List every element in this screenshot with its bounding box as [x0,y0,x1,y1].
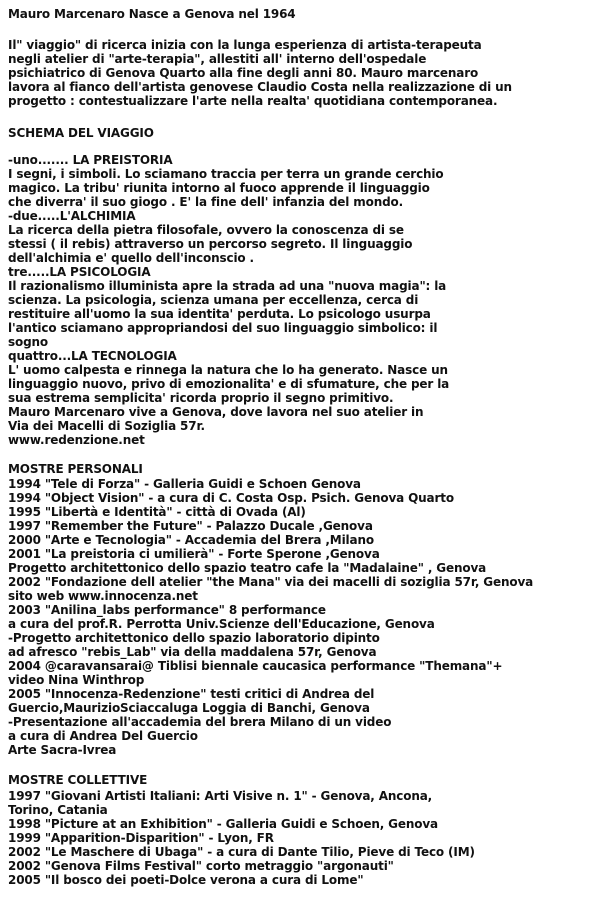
schema-line: Mauro Marcenaro vive a Genova, dove lavora nel suo atelier in [8,405,424,419]
exhibition-line: 2002 "Genova Films Festival" corto metraggio "argonauti" [8,859,394,873]
schema-line: magico. La tribu' riunita intorno al fuoco apprende il linguaggio [8,181,430,195]
schema-line: I segni, i simboli. Lo sciamano traccia per terra un grande cerchio [8,167,444,181]
exhibition-line: 2005 "Innocenza-Redenzione" testi critici di Andrea del [8,687,375,701]
exhibition-line: 2005 "Il bosco dei poeti-Dolce verona a cura di Lome" [8,873,364,887]
exhibition-line: 2000 "Arte e Tecnologia" - Accademia del Brera ,Milano [8,533,374,547]
exhibition-line: 1998 "Picture at an Exhibition" - Galleria Guidi e Schoen, Genova [8,817,438,831]
exhibition-line: 2004 @caravansarai@ Tiblisi biennale caucasica performance "Themana"+ [8,659,503,673]
schema-line: La ricerca della pietra filosofale, ovvero la conoscenza di se [8,223,404,237]
intro-line: negli atelier di "arte-terapia", allestiti all' interno dell'ospedale [8,52,427,66]
intro-line: psichiatrico di Genova Quarto alla fine degli anni 80. Mauro marcenaro [8,66,479,80]
section-heading-schema: SCHEMA DEL VIAGGIO [8,126,154,140]
schema-line: scienza. La psicologia, scienza umana per eccellenza, cerca di [8,293,419,307]
exhibition-line: 1997 "Remember the Future" - Palazzo Ducale ,Genova [8,519,373,533]
schema-line: sogno [8,335,49,349]
intro-line: lavora al fianco dell'artista genovese Claudio Costa nella realizzazione di un [8,80,512,94]
schema-line: restituire all'uomo la sua identita' perduta. Lo psicologo usurpa [8,307,431,321]
schema-line: -uno....... LA PREISTORIA [8,153,173,167]
exhibition-line: 2003 "Anilina_labs performance" 8 performance [8,603,326,617]
exhibition-line: a cura del prof.R. Perrotta Univ.Scienze dell'Educazione, Genova [8,617,435,631]
schema-line: quattro...LA TECNOLOGIA [8,349,177,363]
website-link[interactable]: www.redenzione.net [8,433,145,447]
exhibition-line: 1994 "Tele di Forza" - Galleria Guidi e Schoen Genova [8,477,361,491]
exhibition-line: 1995 "Libertà e Identità" - città di Ovada (Al) [8,505,306,519]
schema-line: linguaggio nuovo, privo di emozionalita' e di sfumature, che per la [8,377,450,391]
exhibition-line: sito web www.innocenza.net [8,589,198,603]
exhibition-line: Torino, Catania [8,803,108,817]
exhibition-line: a cura di Andrea Del Guercio [8,729,198,743]
section-heading-personali: MOSTRE PERSONALI [8,462,143,476]
section-heading-collettive: MOSTRE COLLETTIVE [8,773,148,787]
exhibition-line: 2001 "La preistoria ci umilierà" - Forte Sperone ,Genova [8,547,380,561]
exhibition-line: Guercio,MaurizioSciaccaluga Loggia di Banchi, Genova [8,701,370,715]
exhibition-line: -Progetto architettonico dello spazio laboratorio dipinto [8,631,380,645]
schema-line: sua estrema semplicita' ricorda proprio il segno primitivo. [8,391,394,405]
schema-line: tre.....LA PSICOLOGIA [8,265,151,279]
schema-line: l'antico sciamano appropriandosi del suo linguaggio simbolico: il [8,321,438,335]
exhibition-line: 1997 "Giovani Artisti Italiani: Arti Visive n. 1" - Genova, Ancona, [8,789,433,803]
schema-line: L' uomo calpesta e rinnega la natura che lo ha generato. Nasce un [8,363,448,377]
exhibition-line: 2002 "Le Maschere di Ubaga" - a cura di Dante Tilio, Pieve di Teco (IM) [8,845,475,859]
exhibition-line: 1999 "Apparition-Disparition" - Lyon, FR [8,831,274,845]
exhibition-line: video Nina Winthrop [8,673,145,687]
exhibition-line: 1994 "Object Vision" - a cura di C. Costa Osp. Psich. Genova Quarto [8,491,454,505]
exhibition-line: -Presentazione all'accademia del brera Milano di un video [8,715,392,729]
exhibition-line: Arte Sacra-Ivrea [8,743,117,757]
intro-line: progetto : contestualizzare l'arte nella realta' quotidiana contemporanea. [8,94,498,108]
intro-line: Il" viaggio" di ricerca inizia con la lunga esperienza di artista-terapeuta [8,38,482,52]
exhibition-line: Progetto architettonico dello spazio teatro cafe la "Madalaine" , Genova [8,561,487,575]
exhibition-line: 2002 "Fondazione dell atelier "the Mana" via dei macelli di soziglia 57r, Genova [8,575,534,589]
schema-line: dell'alchimia e' quello dell'inconscio . [8,251,254,265]
schema-line: Via dei Macelli di Soziglia 57r. [8,419,205,433]
schema-line: Il razionalismo illuminista apre la strada ad una "nuova magia": la [8,279,447,293]
schema-line: che diverra' il suo giogo . E' la fine dell' infanzia del mondo. [8,195,404,209]
exhibition-line: ad afresco "rebis_Lab" via della maddalena 57r, Genova [8,645,377,659]
page-title: Mauro Marcenaro Nasce a Genova nel 1964 [8,7,296,21]
schema-line: stessi ( il rebis) attraverso un percorso segreto. Il linguaggio [8,237,413,251]
schema-line: -due.....L'ALCHIMIA [8,209,136,223]
